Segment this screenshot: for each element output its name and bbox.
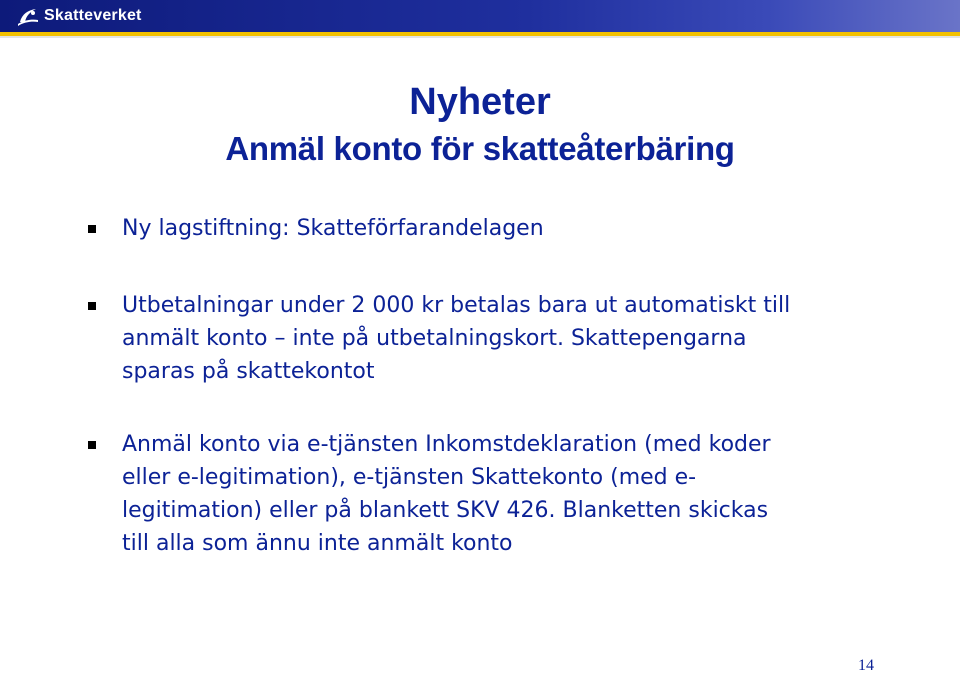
bullet-text-line: Utbetalningar under 2 000 kr betalas bara ut automatiskt till	[122, 293, 791, 318]
header-divider	[0, 36, 960, 38]
bullet-item	[122, 428, 922, 560]
bullet-text-line: Ny lagstiftning: Skatteförfarandelagen	[122, 216, 544, 241]
bullet-text-line: Anmäl konto via e-tjänsten Inkomstdeklaration (med koder	[122, 432, 771, 457]
bullet-text-line: eller e-legitimation), e-tjänsten Skattekonto (med e-	[122, 465, 697, 490]
page-number: 14	[858, 657, 874, 674]
square-bullet-icon	[88, 302, 96, 310]
bullet-text-line: sparas på skattekontot	[122, 359, 375, 384]
bullet-text-line: anmält konto – inte på utbetalningskort. Skattepengarna	[122, 326, 747, 351]
bullet-text-line: legitimation) eller på blankett SKV 426. Blanketten skickas	[122, 498, 769, 523]
bullet-item	[122, 289, 922, 388]
bullet-item	[122, 212, 922, 245]
square-bullet-icon	[88, 441, 96, 449]
slide-subtitle: Anmäl konto för skatteåterbäring	[225, 130, 735, 167]
brand-logo	[16, 4, 142, 28]
bullet-text-line: till alla som ännu inte anmält konto	[122, 531, 513, 556]
skatteverket-logo-icon	[16, 4, 40, 28]
brand-name: Skatteverket	[44, 7, 142, 24]
header-bar	[0, 0, 960, 32]
slide-title: Nyheter	[409, 81, 551, 123]
square-bullet-icon	[88, 225, 96, 233]
